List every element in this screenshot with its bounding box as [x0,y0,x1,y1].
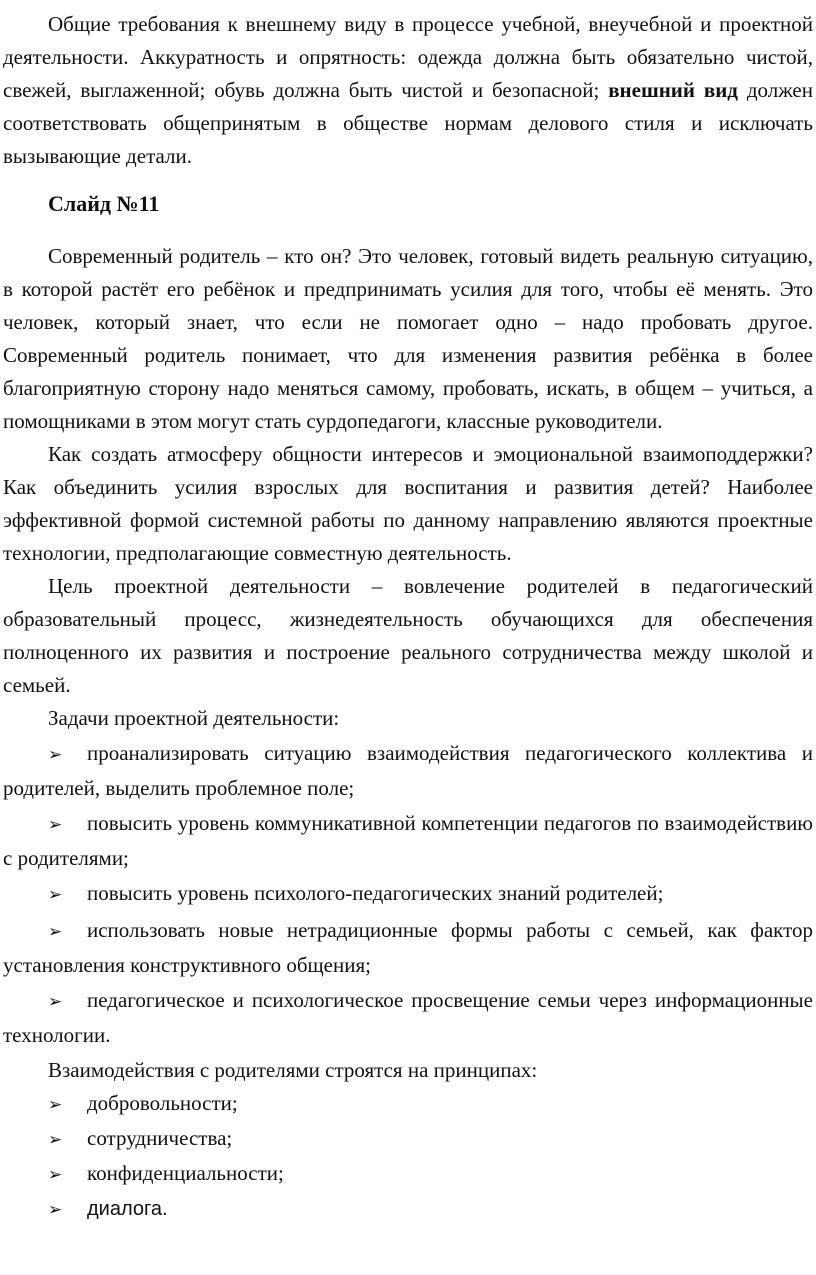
arrow-bullet-icon: ➢ [48,1165,63,1185]
slide-title: Слайд №11 [48,191,160,216]
arrow-bullet-icon: ➢ [48,815,63,835]
arrow-bullet-icon: ➢ [48,745,63,765]
list-item [3,1192,813,1227]
list-item [3,1122,813,1157]
arrow-bullet-icon: ➢ [48,922,63,942]
paragraph-modern-parent: Современный родитель – кто он? Это человек, готовый видеть реальную ситуацию, в которой растёт его ребёнок и предпринимать усилия для того, чтобы её менять. Это человек, который знает, что если не помогает одно – надо пробовать другое. Современный родитель понимает, что для изменения развития ребёнка в более благоприятную сторону надо меняться самому, пробовать, искать, в общем – учиться, а помощниками в этом могут стать сурдопедагоги, классные руководители. [3,244,813,433]
arrow-bullet-icon: ➢ [48,1130,63,1150]
list-item [3,877,813,912]
list-item [3,914,813,982]
principle-text: сотрудничества; [87,1126,233,1150]
task-text: педагогическое и психологическое просвещение семьи через информационные технологии. [3,988,813,1047]
principles-list [3,1087,813,1227]
paragraph-shared-interests: Как создать атмосферу общности интересов и эмоциональной взаимоподдержки? Как объединить усилия взрослых для воспитания и развития детей? Наиболее эффективной формой системной работы по данному направлению являются проектные технологии, предполагающие совместную деятельность. [3,442,813,565]
principle-text: добровольности; [87,1091,238,1115]
principles-heading: Взаимодействия с родителями строятся на принципах: [48,1058,538,1082]
list-item [3,737,813,805]
list-item [3,1087,813,1122]
intro-paragraph [3,8,813,173]
task-text: использовать новые нетрадиционные формы работы с семьей, как фактор установления конструктивного общения; [3,918,813,977]
list-item [3,1157,813,1192]
intro-text-end: должен соответствовать общепринятым в обществе нормам делового стиля и исключать вызывающие детали. [3,78,813,168]
principle-text: конфиденциальности; [87,1161,284,1185]
list-item [3,984,813,1052]
principle-text: диалога. [87,1198,168,1220]
task-text: повысить уровень психолого-педагогических знаний родителей; [87,881,664,905]
arrow-bullet-icon: ➢ [48,992,63,1012]
arrow-bullet-icon: ➢ [48,1095,63,1115]
paragraph-project-goal: Цель проектной деятельности – вовлечение родителей в педагогический образовательный процесс, жизнедеятельность обучающихся для обеспечения полноценного их развития и построение реального сотрудничества между школой и семьей. [3,574,813,697]
task-text: проанализировать ситуацию взаимодействия педагогического коллектива и родителей, выделить проблемное поле; [3,741,813,800]
arrow-bullet-icon: ➢ [48,885,63,905]
intro-text-start: Общие требования к внешнему виду в процессе учебной, внеучебной и проектной деятельности. Аккуратность и опрятность: одежда должна быть обязательно чистой, свежей, выглаженной; обувь должна быть чистой и безопасной; [3,12,813,102]
arrow-bullet-icon: ➢ [48,1200,63,1220]
tasks-list [3,737,813,1052]
task-text: повысить уровень коммуникативной компетенции педагогов по взаимодействию с родителями; [3,811,813,870]
document-body [3,8,813,1227]
intro-bold-term: внешний вид [608,78,738,102]
tasks-heading: Задачи проектной деятельности: [48,706,340,730]
list-item [3,807,813,875]
